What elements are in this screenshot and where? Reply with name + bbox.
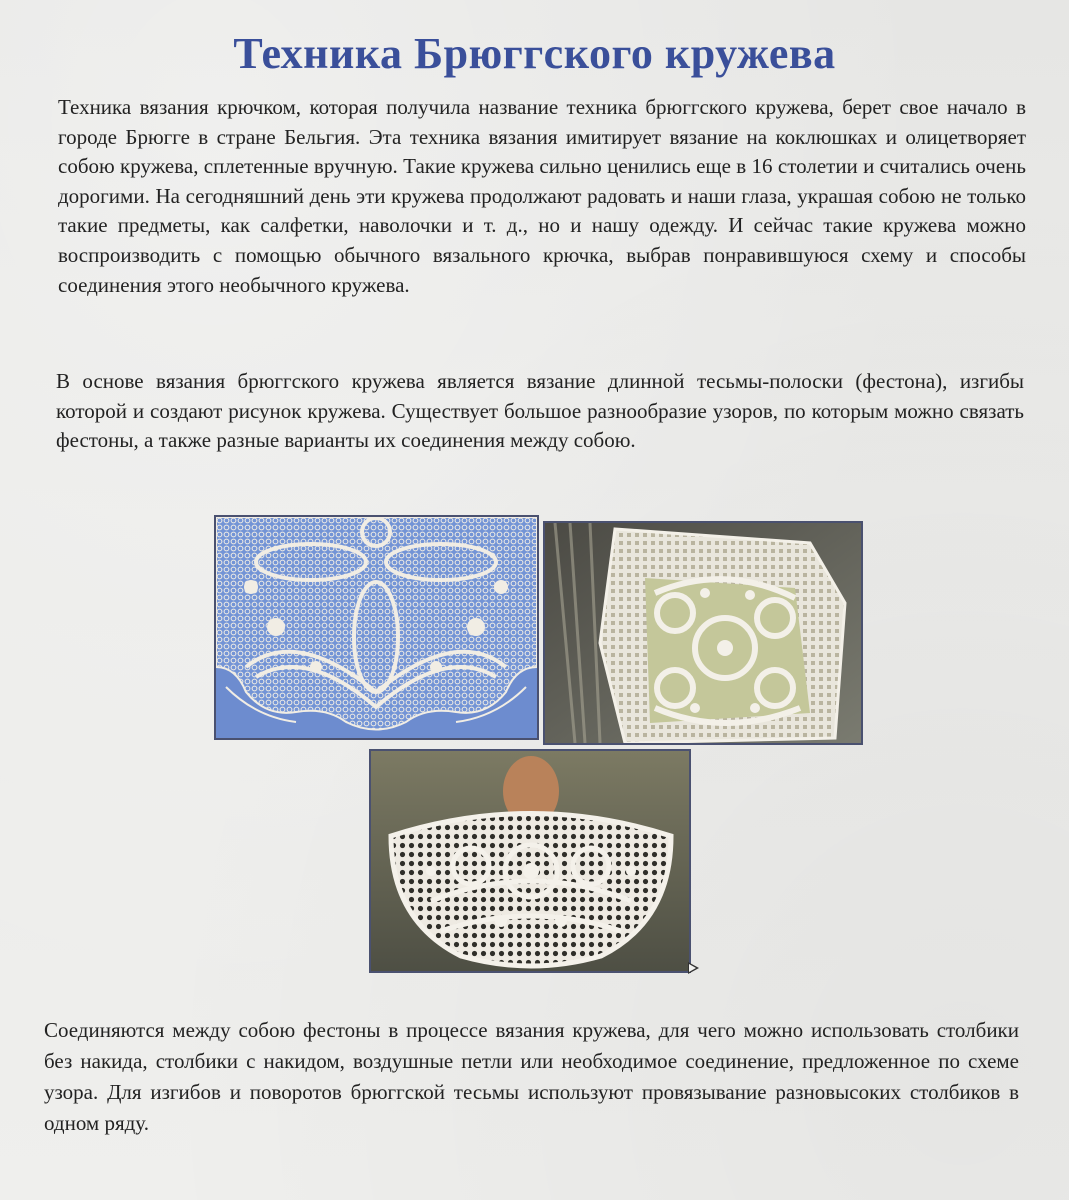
lace-pillow-photo	[543, 521, 863, 745]
lace-shawl-photo	[369, 749, 691, 973]
intro-paragraph: Техника вязания крючком, которая получила название техника брюггского кружева, берет свое начало в городе Брюгге в стране Бельгия. Эта техника вязания имитирует вязание на коклюшках и олицетворяет собою кружева, сплетенные вручную. Такие кружева сильно ценились еще в 16 столетии и считались очень дорогими. На сегодняшний день эти кружева продолжают радовать и наши глаза, украшая собою не только такие предметы, как салфетки, наволочки и т. д., но и нашу одежду. И сейчас такие кружева можно воспроизводить с помощью обычного вязального крючка, выбрав понравившуюся схему и способы соединения этого необычного кружева.	[58, 95, 1026, 297]
joining-paragraph: Соединяются между собою фестоны в процессе вязания кружева, для чего можно использовать столбики без накида, столбики с накидом, воздушные петли или необходимое соединение, предложенное по схеме узора. Для изгибов и поворотов брюггской тесьмы используют провязывание разновысоких столбиков в одном ряду.	[44, 1018, 1019, 1135]
lace-doily-photo	[214, 515, 539, 740]
technique-paragraph: В основе вязания брюггского кружева является вязание длинной тесьмы-полоски (фестона), изгибы которой и создают рисунок кружева. Существует большое разнообразие узоров, по которым можно связать фестоны, а также разные варианты их соединения между собою.	[56, 369, 1024, 453]
page-title: Техника Брюггского кружева	[233, 29, 836, 78]
arrow-mark-icon	[688, 962, 699, 974]
